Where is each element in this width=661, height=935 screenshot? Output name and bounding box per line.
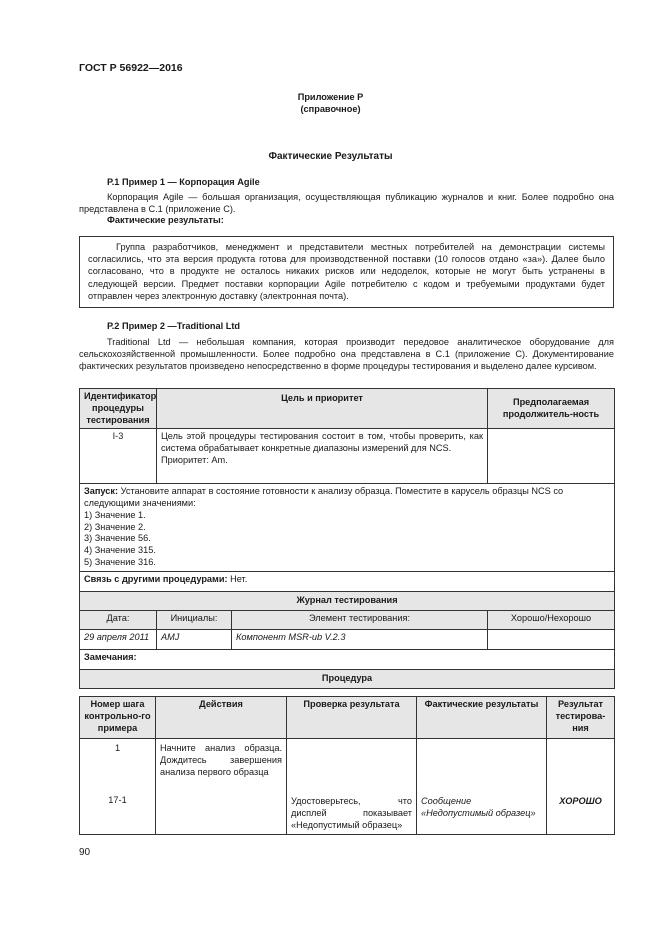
example1-paragraph: Корпорация Agile — большая организация, осуществляющая публикацию журналов и книг. Более подробно она представлена в С.1 (приложение С).: [79, 192, 614, 214]
journal-data-row: [80, 630, 615, 650]
section-title: Фактические Результаты: [268, 151, 393, 162]
links-cell: [80, 572, 615, 592]
appendix-subtitle: (справочное): [300, 103, 361, 114]
procedure-id-cell: I-3: [80, 429, 157, 484]
procedure-steps-table: [79, 696, 615, 835]
journal-initials: AMJ: [157, 630, 232, 650]
example1-heading: Р.1 Пример 1 — Корпорация Agile: [107, 177, 260, 187]
journal-item: Компонент MSR-ub V.2.3: [232, 630, 488, 650]
table-header-row: [80, 389, 615, 429]
proc-col-result: Результат тестирова-ния: [547, 697, 615, 739]
proc-col-check: Проверка результата: [287, 697, 417, 739]
journal-date: 29 апреля 2011: [80, 630, 157, 650]
step-check-cell: Удостоверьтесь, что дисплей показывает «Недопустимый образец»: [287, 739, 417, 835]
procedure-title-row: [80, 670, 615, 689]
journal-col-initials: Инициалы:: [157, 611, 232, 630]
proc-col-actions: Действия: [156, 697, 287, 739]
appendix-title: Приложение Р: [297, 92, 364, 102]
test-procedure-table: [79, 388, 615, 689]
proc-col-step: Номер шага контрольно-го примера: [80, 697, 156, 739]
goal-text: Цель этой процедуры тестирования состоит в том, чтобы проверить, как система обрабатывает конкретные диапазоны измерений для NCS.: [161, 431, 484, 454]
launch-item: 2) Значение 2.: [84, 521, 146, 532]
journal-title-row: [80, 592, 615, 611]
journal-title: Журнал тестирования: [80, 592, 615, 611]
launch-item: 4) Значение 315.: [84, 545, 156, 556]
launch-item: 3) Значение 56.: [84, 533, 151, 544]
launch-item: 1) Значение 1.: [84, 509, 146, 520]
example1-results-label: Фактические результаты:: [107, 215, 224, 225]
launch-cell: [80, 484, 615, 572]
step-actual-cell: Сообщение «Недопустимый образец»: [417, 739, 547, 835]
notes-row: [80, 650, 615, 670]
example2-paragraph: Traditional Ltd — небольшая компания, которая производит передовое аналитическое оборудование для сельскохозяйственной промышленности. Более подробно она представлена в С.1 (приложение С). Документирование фактических результатов произведено непосредственно в форме процедуры тестирования и выделено далее курсивом.: [79, 337, 614, 371]
procedure-title: Процедура: [80, 670, 615, 689]
journal-col-date: Дата:: [80, 611, 157, 630]
step-actions-cell: Начните анализ образца. Дождитесь завершения анализа первого образца: [156, 739, 287, 835]
goal-cell: [157, 429, 488, 484]
appendix-heading: [0, 92, 661, 116]
procedure-header-row: [80, 697, 615, 739]
links-label: Связь с другими процедурами:: [84, 574, 228, 585]
notes-label: Замечания:: [80, 650, 615, 670]
step-number: 1: [114, 743, 121, 753]
document-id: ГОСТ Р 56922—2016: [79, 62, 183, 74]
col-header-id: Идентификатор процедуры тестирования: [80, 389, 157, 429]
links-row: [80, 572, 615, 592]
launch-row: [80, 484, 615, 572]
step-number-cell: [80, 739, 156, 835]
col-header-goal: Цель и приоритет: [157, 389, 488, 429]
col-header-duration: Предполагаемая продолжитель-ность: [488, 389, 615, 429]
launch-text: Установите аппарат в состояние готовности к анализу образца. Поместите в карусель образцы NCS со следующими значениями:: [84, 486, 564, 509]
priority-text: Приоритет: Am.: [161, 454, 228, 465]
proc-col-actual: Фактические результаты: [417, 697, 547, 739]
launch-item: 5) Значение 316.: [84, 556, 156, 567]
duration-cell: [488, 429, 615, 484]
links-value: Нет.: [227, 574, 248, 585]
example1-results-box: Группа разработчиков, менеджмент и представители местных потребителей на демонстрации системы согласились, что эта версия продукта готова для производственной поставки (10 голосов отдано «за»). Далее было согласовано, что в продукте не осталось никаких рисков или недоделок, которые не могут быть устранены в следующей версии. Предмет поставки корпорации Agile потребителю с кодом и требуемыми продуктами будет отправлен через электронную доставку (электронная почта).: [79, 236, 614, 308]
journal-col-item: Элемент тестирования:: [232, 611, 488, 630]
step-result-cell: ХОРОШО: [547, 739, 615, 835]
table-row: [80, 739, 615, 835]
step-number: 17-1: [108, 794, 127, 805]
journal-col-result: Хорошо/Нехорошо: [488, 611, 615, 630]
example2-heading: Р.2 Пример 2 —Traditional Ltd: [107, 321, 241, 331]
table-row: [80, 429, 615, 484]
launch-label: Запуск:: [84, 486, 119, 497]
page-number: 90: [79, 847, 91, 858]
journal-result: [488, 630, 615, 650]
journal-header-row: [80, 611, 615, 630]
